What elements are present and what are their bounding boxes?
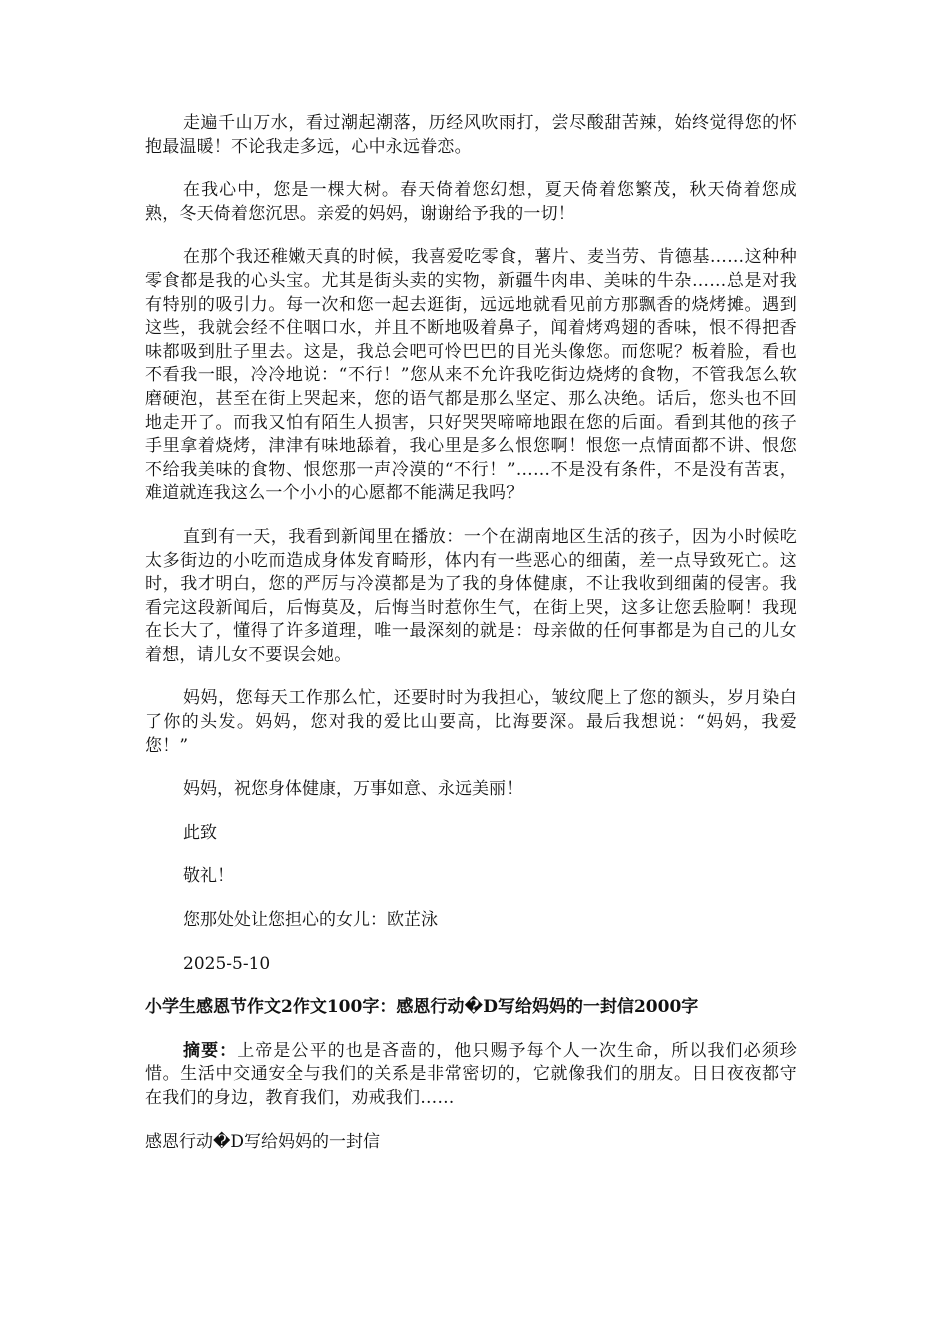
letter-paragraph-3: 在那个我还稚嫩天真的时候，我喜爱吃零食，薯片、麦当劳、肯德基……这种种零食都是我的心头宝。尤其是街头卖的实物，新疆牛肉串、美味的牛杂……总是对我有特别的吸引力。每一次和您一起去逛街，远远地就看见前方那飘香的烧烤摊。遇到这些，我就会经不住咽口水，并且不断地吸着鼻子，闻着烤鸡翅的香味，恨不得把香味都吸到肚子里去。这是，我总会吧可怜巴巴的目光头像您。而您呢？板着脸，看也不看我一眼，冷冷地说：“不行！”您从来不允许我吃街边烧烤的食物，不管我怎么软磨硬泡，甚至在街上哭起来，您的语气都是那么坚定、那么决绝。话后，您头也不回地走开了。而我又怕有陌生人损害，只好哭哭啼啼地跟在您的后面。看到其他的孩子手里拿着烧烤，津津有味地舔着，我心里是多么恨您啊！恨您一点情面都不讲、恨您不给我美味的食物、恨您那一声冷漠的“不行！”……不是没有条件，不是没有苦衷，难道就连我这么一个小小的心愿都不能满足我吗？: [145, 247, 797, 504]
article-subtitle: 感恩行动�D写给妈妈的一封信: [145, 1131, 381, 1152]
letter-paragraph-2: 在我心中，您是一棵大树。春天倚着您幻想，夏天倚着您繁茂，秋天倚着您成熟，冬天倚着您沉思。亲爱的妈妈，谢谢给予我的一切！: [145, 180, 797, 224]
closing-signature: 您那处处让您担心的女儿：欧芷泳: [183, 910, 438, 931]
closing-salute-2: 敬礼！: [183, 866, 234, 887]
article-heading: 小学生感恩节作文2作文100字：感恩行动�D写给妈妈的一封信2000字: [145, 997, 699, 1018]
letter-paragraph-4: 直到有一天，我看到新闻里在播放：一个在湖南地区生活的孩子，因为小时候吃太多街边的小吃而造成身体发育畸形，体内有一些恶心的细菌，差一点导致死亡。这时，我才明白，您的严厉与冷漠都是为了我的身体健康，不让我收到细菌的侵害。我看完这段新闻后，后悔莫及，后悔当时惹你生气，在街上哭，这多让您丢脸啊！我现在长大了，懂得了许多道理，唯一最深刻的就是：母亲做的任何事都是为自己的儿女着想，请儿女不要误会她。: [145, 526, 797, 665]
closing-wish: 妈妈，祝您身体健康，万事如意、永远美丽！: [183, 779, 523, 800]
closing-salute-1: 此致: [183, 822, 217, 843]
closing-date: 2025-5-10: [183, 953, 271, 974]
abstract-text: 上帝是公平的也是吝啬的，他只赐予每个人一次生命，所以我们必须珍惜。生活中交通安全与我们的关系是非常密切的，它就像我们的朋友。日日夜夜都守在我们的身边，教育我们，劝戒我们……: [145, 1040, 797, 1108]
letter-paragraph-1: 走遍千山万水，看过潮起潮落，历经风吹雨打，尝尽酸甜苦辣，始终觉得您的怀抱最温暖！不论我走多远，心中永远眷恋。: [145, 113, 797, 157]
letter-paragraph-5: 妈妈，您每天工作那么忙，还要时时为我担心，皱纹爬上了您的额头，岁月染白了你的头发。妈妈，您对我的爱比山要高，比海要深。最后我想说：“妈妈，我爱您！”: [145, 688, 797, 756]
document-page: [145, 112, 797, 1154]
article-abstract: [145, 1040, 797, 1111]
abstract-label: 摘要：: [183, 1040, 238, 1061]
